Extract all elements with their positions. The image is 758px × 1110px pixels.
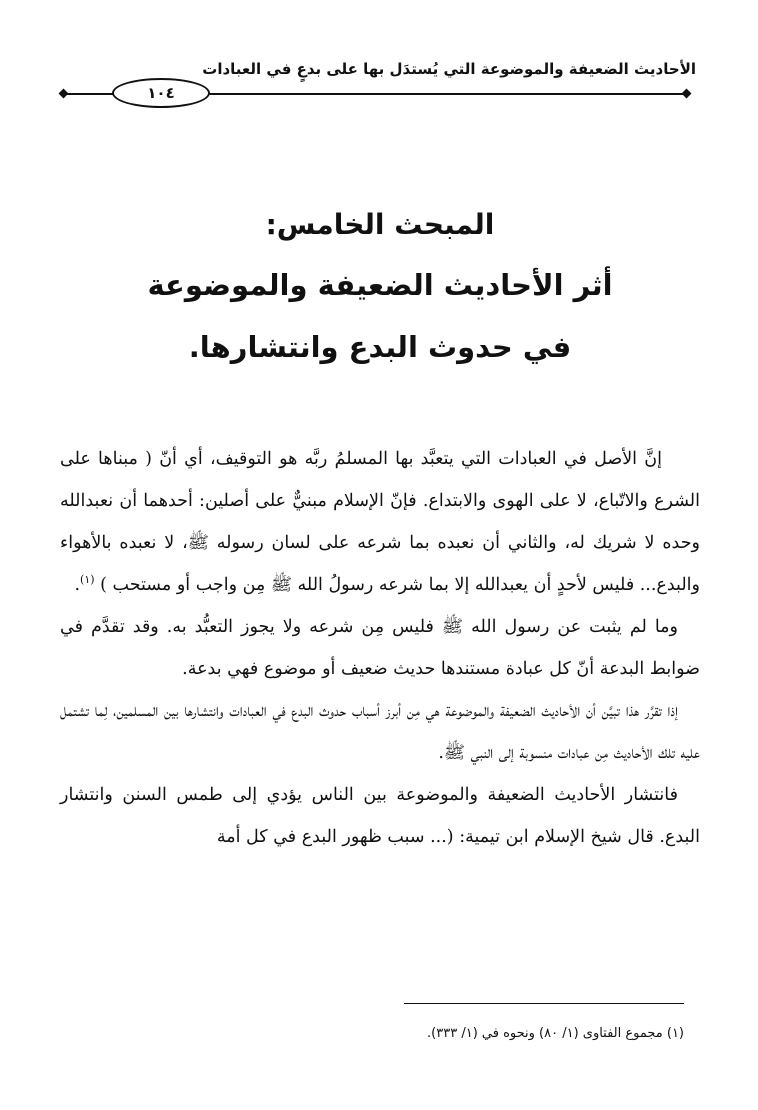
section-label: المبحث الخامس: (265, 208, 495, 241)
paragraph-text: إنَّ الأصل في العبادات التي يتعبَّد بها المسلمُ ربَّه هو التوقيف، أي أنّ ( مبناها على الشرع والاتّباع، لا على الهوى والابتداع. فإنّ الإسلام مبنيٌّ على أصلين: أحدهما أن نعبدالله وحده لا شريك له، والثاني أن نعبده بما شرعه على لسان رسوله ﷺ، لا نعبده بالأهواء والبدع... فليس لأحدٍ أن يعبدالله إلا بما شرعه رسولُ الله ﷺ مِن واجب أو مستحب ) (60, 449, 700, 595)
footnote-reference[interactable]: (١) (80, 573, 95, 587)
running-title: الأحاديث الضعيفة والموضوعة التي يُستدَل بها على بدعٍ في العبادات (202, 60, 696, 78)
section-title-line-2: في حدوث البدع وانتشارها. (188, 330, 572, 364)
body-text (60, 438, 700, 858)
footnote-separator (404, 1003, 684, 1004)
footnote: (١) مجموع الفتاوى (١/ ٨٠) ونحوه في (١/ ٣٣٣). (427, 1026, 684, 1041)
paragraph: إذا تقرَّر هذا تبيَّن أن الأحاديث الضعيفة والموضوعة هي مِن أبرز أسباب حدوث البدع في العبادات وانتشارها بين المسلمين، لِما تشتمل عليه تلك الأحاديث مِن عبادات منسوبة إلى النبي ﷺ. (60, 701, 700, 763)
section-title-line-1: أثر الأحاديث الضعيفة والموضوعة (147, 268, 613, 302)
paragraph: وما لم يثبت عن رسول الله ﷺ فليس مِن شرعه ولا يجوز التعبُّد به. وقد تقدَّم في ضوابط البدعة أنّ كل عبادة مستندها حديث ضعيف أو موضوع فهي بدعة. (60, 617, 700, 679)
header-rule-left (66, 93, 114, 95)
paragraph: فانتشار الأحاديث الضعيفة والموضوعة بين الناس يؤدي إلى طمس السنن وانتشار البدع. قال شيخ الإسلام ابن تيمية: (... سبب ظهور البدع في كل أمة (60, 785, 700, 847)
page-header (0, 58, 758, 108)
header-rule-right (208, 93, 686, 95)
page-number: ١٠٤ (112, 78, 210, 108)
paragraph: إنَّ الأصل في العبادات التي يتعبَّد بها المسلمُ ربَّه هو التوقيف، أي أنّ ( مبناها على الشرع والاتّباع، لا على الهوى والابتداع. فإنّ الإسلام مبنيٌّ على أصلين: أحدهما أن نعبدالله وحده لا شريك له، والثاني أن نعبده بما شرعه على لسان رسوله ﷺ، لا نعبده بالأهواء والبدع... فليس لأحدٍ أن يعبدالله إلا بما شرعه رسولُ الله ﷺ مِن واجب أو مستحب ) $^{(١)}$. (60, 449, 700, 595)
header-right-diamond-ornament (682, 89, 692, 99)
